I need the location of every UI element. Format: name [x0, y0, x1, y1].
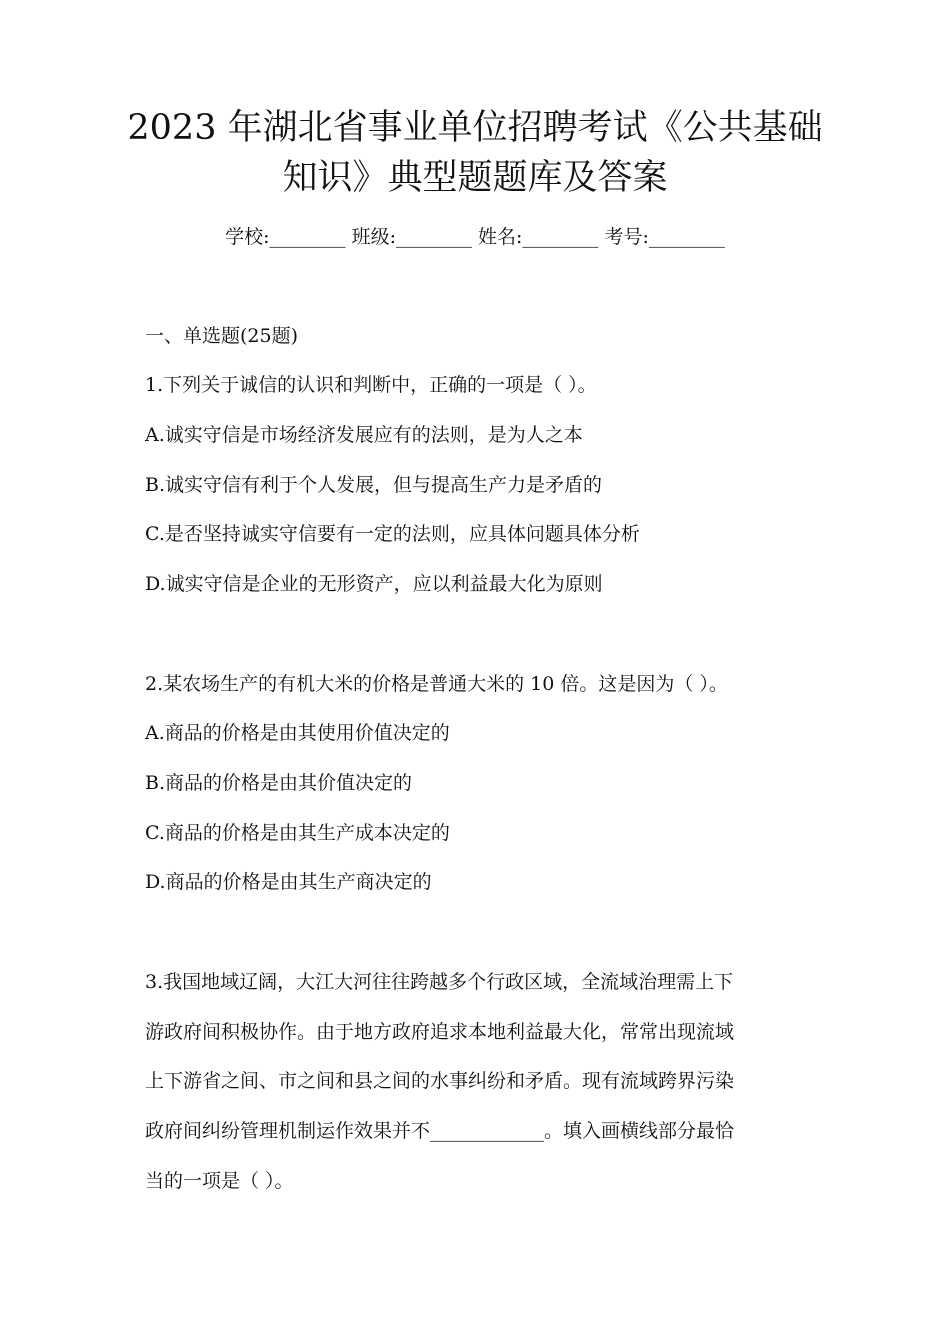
- document-title-line-2: 知识》典型题题库及答案: [282, 158, 668, 198]
- question-3-stem-line-4: 政府间纠纷管理机制运作效果并不____________。填入画横线部分最恰: [145, 1120, 735, 1142]
- question-3-stem-line-1: 3.我国地域辽阔，大江大河往往跨越多个行政区域，全流域治理需上下: [145, 971, 734, 993]
- question-1-option-d: D.诚实守信是企业的无形资产，应以利益最大化为原则: [145, 573, 603, 595]
- question-2-option-c: C.商品的价格是由其生产成本决定的: [145, 822, 450, 844]
- document-title-line-1: 2023 年湖北省事业单位招聘考试《公共基础: [127, 108, 823, 148]
- question-1-stem: 1.下列关于诚信的认识和判断中，正确的一项是（ ）。: [145, 374, 597, 396]
- question-3-stem-line-2: 游政府间积极协作。由于地方政府追求本地利益最大化，常常出现流域: [145, 1021, 735, 1043]
- question-2-stem: 2.某农场生产的有机大米的价格是普通大米的 10 倍。这是因为（ ）。: [145, 673, 728, 695]
- student-info-line: 学校:________ 班级:________ 姓名:________ 考号:________: [225, 226, 725, 248]
- question-1-option-b: B.诚实守信有利于个人发展，但与提高生产力是矛盾的: [145, 474, 603, 496]
- question-1-option-a: A.诚实守信是市场经济发展应有的法则，是为人之本: [145, 424, 583, 446]
- question-2-option-d: D.商品的价格是由其生产商决定的: [145, 871, 432, 893]
- section-heading: 一、单选题(25题): [145, 325, 299, 347]
- question-2-option-b: B.商品的价格是由其价值决定的: [145, 772, 413, 794]
- question-2-option-a: A.商品的价格是由其使用价值决定的: [145, 722, 450, 744]
- question-1-option-c: C.是否坚持诚实守信要有一定的法则，应具体问题具体分析: [145, 523, 640, 545]
- question-3-stem-line-3: 上下游省之间、市之间和县之间的水事纠纷和矛盾。现有流域跨界污染: [145, 1070, 735, 1092]
- question-3-stem-line-5: 当的一项是（ ）。: [145, 1170, 294, 1192]
